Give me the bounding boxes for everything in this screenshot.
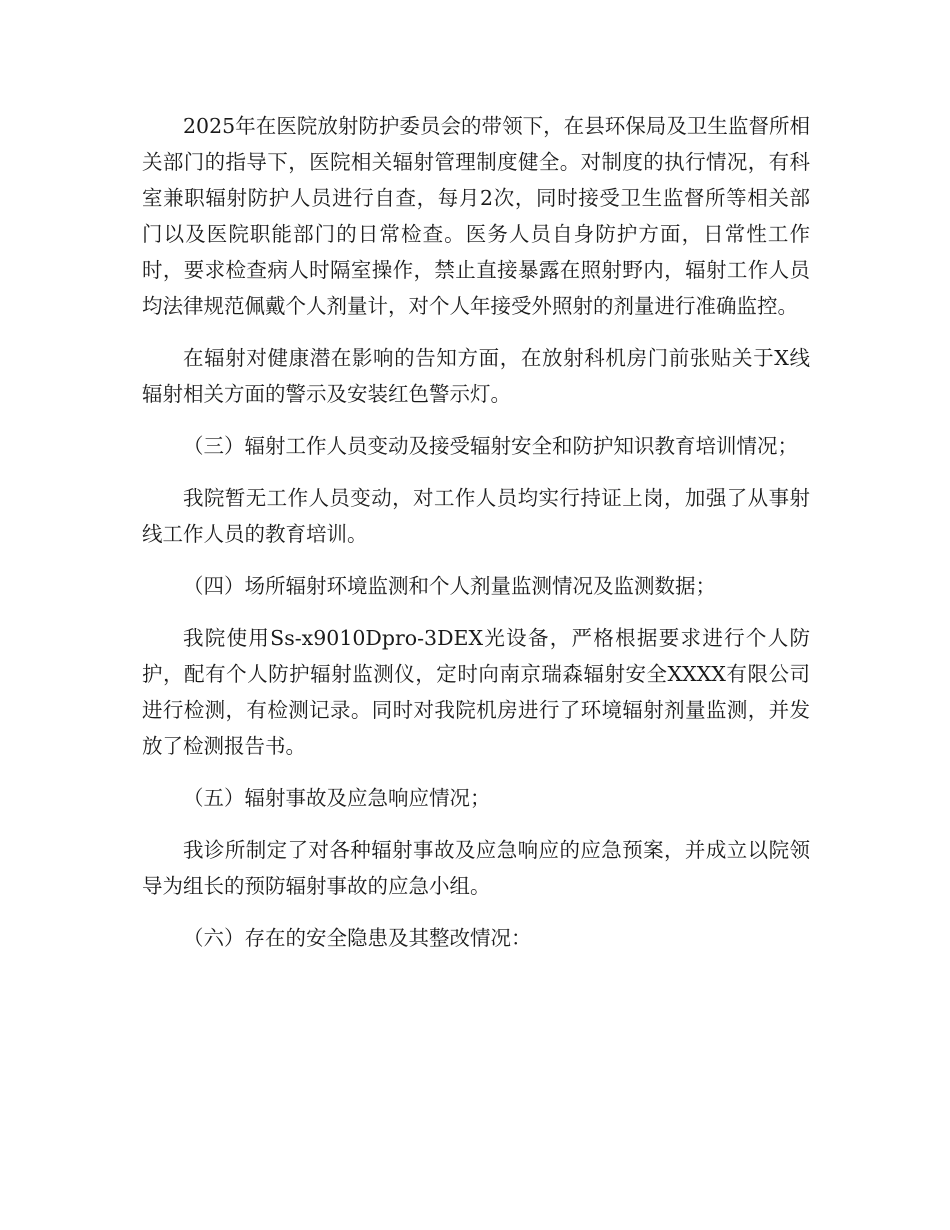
paragraph-staff-training: 我院暂无工作人员变动，对工作人员均实行持证上岗，加强了从事射线工作人员的教育培训。 [142, 486, 810, 546]
document-body [142, 108, 810, 972]
heading-section-3: （三）辐射工作人员变动及接受辐射安全和防护知识教育培训情况； [183, 434, 798, 458]
heading-section-5: （五）辐射事故及应急响应情况； [183, 786, 491, 810]
heading-section-6: （六）存在的安全隐患及其整改情况： [183, 926, 532, 950]
paragraph-emergency: 我诊所制定了对各种辐射事故及应急响应的应急预案，并成立以院领导为组长的预防辐射事故的应急小组。 [142, 838, 810, 898]
paragraph-monitoring: 我院使用Ss-x9010Dpro-3DEX光设备，严格根据要求进行个人防护，配有个人防护辐射监测仪，定时向南京瑞森辐射安全XXXX有限公司进行检测，有检测记录。同时对我院机房进行了环境辐射剂量监测，并发放了检测报告书。 [142, 626, 810, 758]
paragraph-protection-management: 2025年在医院放射防护委员会的带领下，在县环保局及卫生监督所相关部门的指导下，医院相关辐射管理制度健全。对制度的执行情况，有科室兼职辐射防护人员进行自查，每月2次，同时接受卫生监督所等相关部门以及医院职能部门的日常检查。医务人员自身防护方面，日常性工作时，要求检查病人时隔室操作，禁止直接暴露在照射野内，辐射工作人员均法律规范佩戴个人剂量计，对个人年接受外照射的剂量进行准确监控。 [142, 114, 810, 318]
heading-section-4: （四）场所辐射环境监测和个人剂量监测情况及监测数据； [183, 574, 716, 598]
paragraph-health-notice: 在辐射对健康潜在影响的告知方面，在放射科机房门前张贴关于X线辐射相关方面的警示及安装红色警示灯。 [142, 346, 810, 406]
